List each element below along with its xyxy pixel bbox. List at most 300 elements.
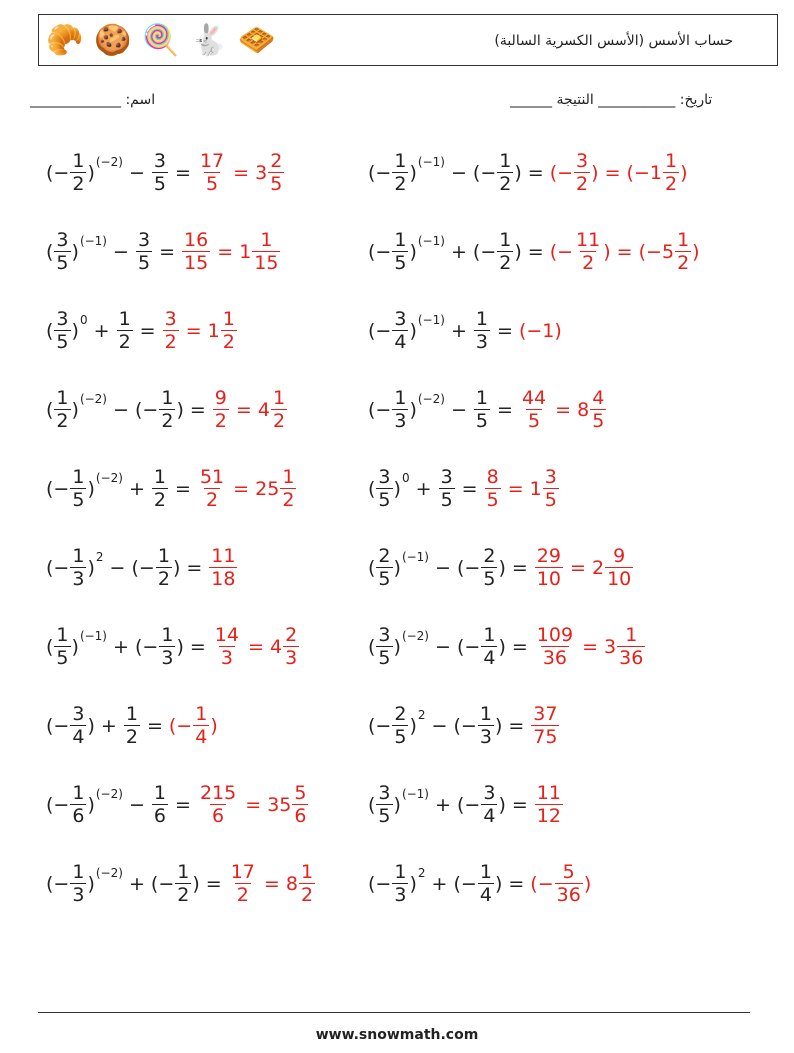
numerator: 3 [394,308,407,330]
fraction [198,150,226,195]
numerator: 4 [592,387,605,409]
minus-sign: − [53,793,70,816]
denominator: 10 [536,568,561,590]
denominator: 10 [607,568,632,590]
operator: ( [46,714,54,737]
fraction [497,229,513,274]
fraction [280,466,296,511]
expression [368,150,522,195]
numerator: 11 [211,545,236,567]
equals-sign: = [175,477,191,500]
operator: ) [71,635,79,658]
operator: ( [46,635,54,658]
expression [368,466,456,511]
denominator: 2 [153,489,167,511]
equals-sign: = [497,319,513,342]
fraction [478,703,494,748]
denominator: 5 [205,173,219,195]
numerator: 9 [214,387,227,409]
denominator: 2 [394,173,407,195]
numerator: 2 [270,150,283,172]
fraction [152,150,168,195]
fraction [535,545,563,590]
fraction [70,861,86,906]
numerator: 3 [72,703,85,725]
denominator: 5 [378,489,391,511]
denominator: 2 [282,489,295,511]
numerator: 1 [72,861,85,883]
header-icons [45,21,277,61]
numerator: 3 [138,229,151,251]
fraction [520,387,548,432]
operator: ( [46,556,54,579]
footer-url: www.snowmath.com [315,1027,479,1043]
operator: ) [87,556,95,579]
fraction [481,782,497,827]
fraction [252,229,280,274]
denominator: 5 [592,410,605,432]
numerator: 1 [475,308,489,330]
problem-l10 [46,861,316,906]
numerator: 1 [475,387,489,409]
chocolate-bunny-icon: 🐇 [190,23,228,58]
numerator: 1 [161,624,174,646]
denominator: 5 [394,726,407,748]
fraction [283,624,299,669]
answer [169,703,218,748]
denominator: 5 [56,331,69,353]
exponent: 0 [79,312,88,327]
problem-r8 [368,703,560,748]
numerator: 3 [483,782,496,804]
denominator: 36 [619,647,644,669]
minus-sign: − [53,556,70,579]
equals-sign: = [186,556,203,579]
denominator: 3 [220,647,233,669]
fraction [70,466,86,511]
denominator: 6 [294,805,307,827]
date-result-label: تاريخ: ___________ النتيجة ______ [510,92,713,108]
operator: + ( [429,793,465,816]
operator: ( [368,319,376,342]
minus-sign: − [158,872,175,895]
operator: ) [172,556,181,579]
fraction [478,861,494,906]
denominator: 2 [272,410,286,432]
operator: ) [71,240,79,263]
operator: (−1) [518,319,562,342]
operator: = 1 [211,240,252,263]
fraction [229,861,257,906]
numerator: 1 [394,861,407,883]
numerator: 3 [378,624,391,646]
operator: ) [393,793,401,816]
answer [208,545,238,590]
fraction [159,387,175,432]
answer [197,782,310,827]
operator: ) [409,240,417,263]
equals-sign: = [461,477,478,500]
exponent: (−2) [95,786,123,801]
numerator: 1 [499,229,512,251]
operator: ) [87,477,95,500]
fraction [54,624,70,669]
fraction [376,466,392,511]
operator: (− [549,240,574,263]
numerator: 5 [294,782,307,804]
minus-sign: − [53,477,70,500]
expression [368,861,502,906]
fraction [485,466,501,511]
operator: − [122,793,151,816]
answer [212,387,288,432]
equals-sign: = [189,398,206,421]
operator: + ( [425,872,461,895]
operator: + [409,477,438,500]
numerator: 11 [536,782,561,804]
denominator: 5 [378,805,391,827]
equals-sign: = [175,793,191,816]
denominator: 3 [475,331,489,353]
problem-r1 [368,150,688,195]
operator: ) [514,161,522,184]
numerator: 14 [214,624,239,646]
operator: = 35 [239,793,292,816]
answer [212,624,300,669]
fraction [193,703,209,748]
fraction [117,308,133,353]
denominator: 5 [486,489,499,511]
denominator: 2 [177,884,190,906]
fraction [213,387,229,432]
operator: + [94,714,123,737]
exponent: (−2) [95,865,123,880]
denominator: 12 [536,805,561,827]
popsicle-icon: 🍭 [142,23,180,58]
operator: ) = (−5 [603,240,675,263]
operator: ) [71,319,79,342]
fraction [152,466,168,511]
denominator: 3 [161,647,174,669]
problem-l2 [46,229,281,274]
numerator: 1 [222,308,235,330]
denominator: 3 [72,568,85,590]
exponent: (−2) [79,391,107,406]
operator: ) [498,793,506,816]
fraction [70,545,86,590]
operator: ) [409,398,417,421]
denominator: 2 [118,331,131,353]
operator: ) [409,872,417,895]
exponent: (−2) [95,470,123,485]
operator: (− [168,714,193,737]
minus-sign: − [464,556,481,579]
answer [534,782,564,827]
fraction [617,624,645,669]
numerator: 1 [479,861,492,883]
denominator: 4 [483,805,496,827]
fraction [198,466,226,511]
numerator: 1 [300,861,314,883]
denominator: 2 [677,252,690,274]
operator: (− [549,161,574,184]
numerator: 1 [483,624,496,646]
answer [197,150,285,195]
answer [550,229,700,274]
problem-r5 [368,466,560,511]
minus-sign: − [464,793,481,816]
fraction [543,466,559,511]
numerator: 215 [199,782,237,804]
fraction [136,229,152,274]
operator: ) [393,477,401,500]
denominator: 2 [164,331,177,353]
operator: ) [409,714,417,737]
numerator: 1 [118,308,131,330]
fraction [392,703,408,748]
fraction [70,150,86,195]
numerator: 3 [164,308,177,330]
exponent: 2 [417,707,426,722]
numerator: 16 [184,229,209,251]
numerator: 29 [536,545,561,567]
numerator: 11 [576,229,601,251]
exponent: (−1) [417,312,445,327]
operator: ( [368,872,376,895]
operator: = 4 [229,398,270,421]
exponent: (−1) [417,154,445,169]
denominator: 5 [56,252,69,274]
denominator: 6 [212,805,225,827]
problem-r4 [368,387,607,432]
denominator: 75 [533,726,558,748]
operator: ) [71,398,79,421]
exponent: 2 [417,865,426,880]
operator: = 4 [241,635,283,658]
operator: ) [87,714,95,737]
problem-l5 [46,466,297,511]
fraction [292,782,308,827]
fraction [70,782,86,827]
numerator: 1 [72,545,85,567]
fraction [531,703,559,748]
fraction [156,545,172,590]
denominator: 36 [556,884,581,906]
fraction [213,624,241,669]
equals-sign: = [189,635,206,658]
equals-sign: = [511,556,528,579]
operator: − [444,398,473,421]
exponent: (−2) [401,628,429,643]
operator: − ( [107,398,143,421]
exponent: (−1) [79,233,107,248]
denominator: 3 [285,647,298,669]
numerator: 1 [72,782,85,804]
denominator: 2 [236,884,249,906]
minus-sign: − [138,556,155,579]
operator: ( [368,714,376,737]
numerator: 3 [153,150,167,172]
denominator: 36 [542,647,567,669]
numerator: 3 [378,782,391,804]
answer [519,320,562,342]
numerator: 1 [260,229,273,251]
numerator: 37 [533,703,558,725]
operator: + [87,319,116,342]
operator: ) [393,635,401,658]
operator: ( [46,240,54,263]
fraction [152,782,168,827]
answer [530,861,591,906]
cracker-icon: 🧇 [238,23,276,58]
croissant-icon: 🥐 [46,23,84,58]
operator: ) [409,161,417,184]
numerator: 1 [479,703,492,725]
operator: ) = (−1 [591,161,662,184]
operator: ( [368,477,376,500]
operator: = 2 [563,556,605,579]
fraction [376,782,392,827]
problem-r10 [368,861,591,906]
expression [368,308,491,353]
fraction [376,624,392,669]
operator: = 25 [227,477,280,500]
denominator: 2 [499,173,512,195]
denominator: 2 [157,568,170,590]
footer-divider [38,1012,750,1013]
denominator: 2 [576,173,589,195]
fraction [221,308,237,353]
denominator: 5 [138,252,151,274]
fraction [474,308,490,353]
answer [181,229,281,274]
minus-sign: − [480,240,497,263]
minus-sign: − [375,161,392,184]
fraction [268,150,284,195]
denominator: 5 [544,489,557,511]
answer [484,466,560,511]
numerator: 1 [664,150,678,172]
operator: ) [87,161,95,184]
expression [46,703,141,748]
numerator: 1 [677,229,690,251]
equals-sign: = [497,398,513,421]
denominator: 4 [394,331,407,353]
expression [46,782,169,827]
operator: − [107,240,135,263]
numerator: 3 [56,229,69,251]
numerator: 1 [195,703,208,725]
problem-r3 [368,308,562,353]
numerator: 8 [486,466,499,488]
denominator: 3 [479,726,492,748]
answer [550,150,688,195]
denominator: 4 [483,647,496,669]
denominator: 2 [499,252,512,274]
denominator: 2 [161,410,174,432]
denominator: 5 [440,489,453,511]
operator: ) [498,635,506,658]
operator: ( [46,793,54,816]
worksheet-header [38,14,778,66]
equals-sign: = [511,793,528,816]
denominator: 6 [153,805,167,827]
operator: + ( [122,872,159,895]
operator: ( [368,635,376,658]
numerator: 1 [153,466,167,488]
numerator: 1 [394,387,407,409]
answer [534,624,647,669]
operator: ) [692,240,700,263]
fraction [54,229,70,274]
operator: ( [46,161,54,184]
answer [228,861,316,906]
minus-sign: − [53,161,70,184]
numerator: 3 [56,308,69,330]
expression [46,308,134,353]
numerator: 1 [272,387,286,409]
operator: ) [498,556,506,579]
operator: ( [368,556,376,579]
operator: = 8 [549,398,590,421]
numerator: 1 [161,387,174,409]
operator: ( [368,240,376,263]
numerator: 2 [285,624,298,646]
operator: ) [583,872,592,895]
operator: − ( [103,556,139,579]
denominator: 5 [153,173,167,195]
operator: + ( [107,635,143,658]
equals-sign: = [508,872,525,895]
numerator: 1 [153,782,167,804]
minus-sign: − [464,635,481,658]
fraction [535,624,575,669]
minus-sign: − [142,635,159,658]
fraction [590,387,606,432]
numerator: 1 [625,624,638,646]
numerator: 17 [199,150,225,172]
fraction [54,387,70,432]
denominator: 2 [214,410,227,432]
fraction [271,387,287,432]
expression [368,545,506,590]
minus-sign: − [375,398,392,421]
denominator: 2 [664,173,678,195]
operator: ( [368,398,376,421]
problem-l3 [46,308,238,353]
fraction [70,703,86,748]
exponent: 0 [401,470,410,485]
numerator: 1 [56,624,69,646]
denominator: 2 [582,252,595,274]
numerator: 1 [125,703,138,725]
exponent: (−2) [95,154,123,169]
denominator: 2 [205,489,219,511]
minus-sign: − [53,872,70,895]
denominator: 3 [394,884,407,906]
numerator: 1 [72,150,85,172]
numerator: 3 [544,466,557,488]
exponent: (−1) [79,628,107,643]
numerator: 1 [56,387,69,409]
denominator: 5 [378,647,391,669]
fraction [439,466,455,511]
fraction [574,150,590,195]
denominator: 18 [211,568,236,590]
fraction [555,861,583,906]
operator: = 1 [501,477,542,500]
expression [46,861,200,906]
